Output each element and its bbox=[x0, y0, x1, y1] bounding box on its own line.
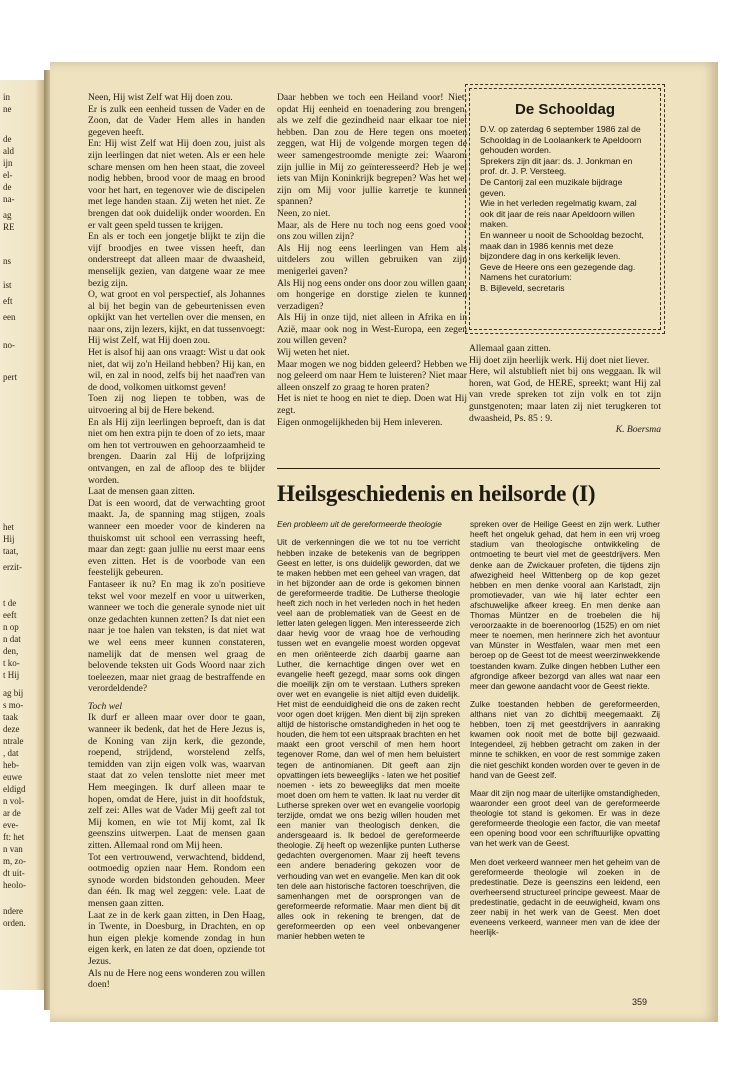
paragraph: En: Hij wist Zelf wat Hij doen zou, juist als zijn leerlingen dat niet weten. Als er een hele schare mensen om hen heen staat, die zoveel nodig hebben, brood voor de maag en brood voor het hart, en tegenover wie de discipelen met lege handen staan. Zij weten het niet. Ze brengen dat ook duidelijk onder woorden. En er valt geen speld tussen te krijgen. bbox=[88, 138, 265, 231]
paragraph: Als Hij nog eens onder ons door zou willen gaan, om hongerige en dorstige zielen te kunnen verzadigen? bbox=[277, 277, 467, 312]
subheading: Toch wel bbox=[88, 700, 123, 712]
announcement-line: De Cantorij zal een muzikale bijdrage geven. bbox=[480, 176, 623, 198]
previous-page-fragment: n van bbox=[3, 844, 23, 854]
previous-page-fragment: taak bbox=[3, 712, 18, 722]
paragraph: Ik durf er alleen maar over door te gaan, wanneer ik bedenk, dat het de Here Jezus is, de Koning van zijn kerk, die gezonde, roepend, strijdend, worstelend zelfs, temidden van zijn eigen volk was, waarvan staat dat zo velen tenslotte niet meer met Hem meegingen. Ik durf alleen maar te hopen, omdat de Here, juist in dit hoofdstuk, zelf zei: Alles wat de Vader Mij geeft zal tot Mij komen, en wie tot Mij komt, zal Ik geenszins uitwerpen. Laat de mensen gaan zitten. Allemaal rond om Mij heen. bbox=[88, 712, 265, 851]
announcement-line: Geve de Heere ons een gezegende dag. bbox=[480, 261, 636, 272]
previous-page-fragment: eft bbox=[3, 296, 13, 306]
previous-page-fragment: ndere bbox=[3, 906, 23, 916]
paragraph: Dat is een woord, dat de verwachting groot maakt. Ja, de spanning mag stijgen, zoals wanneer een moeder voor de kinderen na thuiskomst uit school een verrassing heeft, maar dan zegt: gaan jullie nu eerst maar eens even zitten. Het is de voorbode van een feestelijk gebeuren. bbox=[88, 497, 265, 579]
previous-page-fragment: heb- bbox=[3, 760, 19, 770]
previous-page-fragment: n op bbox=[3, 622, 19, 632]
announcement-body bbox=[470, 124, 660, 294]
article-kicker: Een probleem uit de gereformeerde theologie bbox=[277, 520, 442, 530]
sermon-column-2 bbox=[277, 92, 467, 428]
previous-page-fragment: pert bbox=[3, 372, 17, 382]
previous-page-fragment: in bbox=[3, 92, 11, 102]
previous-page-fragment: deze bbox=[3, 724, 20, 734]
article-title: Heilsgeschiedenis en heilsorde (I) bbox=[277, 481, 596, 506]
announcement-line: Wie in het verleden regelmatig kwam, zal ook dit jaar de reis naar Apeldoorn willen maken. bbox=[480, 198, 637, 230]
previous-page-fragment: ist bbox=[3, 280, 12, 290]
paragraph: O, wat groot en vol perspectief, als Johannes al bij het begin van de gebeurtenissen even opkijkt van het vertellen over die mensen, en naar ons, zijn lezers, kijkt, en dat tussenvoegt: Hij wist Zelf, wat Hij doen zou. bbox=[88, 289, 265, 347]
previous-page-fragment: t ko- bbox=[3, 658, 20, 668]
previous-page-fragment: m, zo- bbox=[3, 856, 26, 866]
previous-page-fragment: t de bbox=[3, 598, 17, 608]
previous-page-fragment: ne bbox=[3, 104, 12, 114]
previous-page-fragment: ag bbox=[3, 210, 12, 220]
previous-page-fragment: dt uit- bbox=[3, 868, 25, 878]
previous-page-fragment: RE bbox=[3, 222, 15, 232]
page-number: 359 bbox=[632, 997, 648, 1007]
previous-page-fragment: na- bbox=[3, 194, 15, 204]
paragraph: Tot een vertrouwend, verwachtend, biddend, ootmoedig opzien naar Hem. Rondom een synode worden bidstonden gehouden. Meer dan één. Ik mag wel zeggen: vele. Laat de mensen gaan zitten. bbox=[88, 851, 265, 909]
previous-page-fragment: ns bbox=[3, 256, 12, 266]
paragraph: Laat de mensen gaan zitten. bbox=[88, 486, 195, 498]
paragraph: Hij doet zijn heerlijk werk. Hij doet niet liever. bbox=[469, 354, 650, 366]
schooldag-announcement-box bbox=[469, 88, 661, 330]
paragraph: Laat ze in de kerk gaan zitten, in Den Haag, in Twente, in Doesburg, in Drachten, en op hun eigen plekje komende zondag in hun eigen kerk, en laten ze dat doen, opziende tot Jezus. bbox=[88, 909, 265, 967]
previous-page-fragment: eve- bbox=[3, 820, 19, 830]
previous-page-fragment: n dat bbox=[3, 634, 21, 644]
paragraph: Maar dit zijn nog maar de uiterlijke omstandigheden, waaronder een groot deel van de gereformeerde theologie tot stand is gekomen. Er was in deze gereformeerde theologie een factor, die van meetaf een opening bood voor een schriftuurlijke opvatting van het werk van de Geest. bbox=[470, 788, 660, 849]
previous-page-fragment: eeft bbox=[3, 610, 17, 620]
previous-page-fragment: ald bbox=[3, 146, 14, 156]
previous-page-fragment: erzit- bbox=[3, 562, 22, 572]
paragraph: Als Hij in onze tijd, niet alleen in Afrika en in Azië, maar ook nog in West-Europa, een zegen zou willen geven? bbox=[277, 312, 467, 347]
paragraph: Het is niet te hoog en niet te diep. Doen wat Hij zegt. bbox=[277, 393, 467, 417]
paragraph: Als nu de Here nog eens wonderen zou willen doen! bbox=[88, 967, 265, 991]
previous-page-fragment: euwe bbox=[3, 772, 22, 782]
author-signature: K. Boersma bbox=[615, 424, 661, 436]
previous-page-fragment: taat, bbox=[3, 546, 19, 556]
previous-page-fragment: , dat bbox=[3, 748, 19, 758]
announcement-line: Namens het curatorium: bbox=[480, 272, 572, 283]
previous-page-fragment: Hij bbox=[3, 534, 15, 544]
previous-page-fragment: el- bbox=[3, 170, 13, 180]
announcement-line: D.V. op zaterdag 6 september 1986 zal de Schooldag in de Loolaankerk te Apeldoorn gehouden worden. bbox=[480, 124, 642, 156]
paragraph: En als er toch een jongetje blijkt te zijn die vijf broodjes en twee vissen heeft, dan onderstreept dat alleen maar de dwaasheid, menselijk gezien, van datgene waar ze mee bezig zijn. bbox=[88, 231, 265, 289]
previous-page-fragment: het bbox=[3, 522, 14, 532]
sermon-column-1 bbox=[88, 92, 265, 991]
paragraph: spreken over de Heilige Geest en zijn werk. Luther heeft het ongeluk gehad, dat hem in een vrij vroeg stadium van theologische ontwikkeling de ontmoeting te beurt viel met de geestdrijvers. Men denke aan de Zwickauer profeten, die tijdens zijn afwezigheid heel Wittenberg op de kop gezet hebben en men denke vooral aan Karlstadt, zijn promotievader, van wie hij later echter een afschuwelijke afkeer kreeg. En men denke aan Thomas Müntzer en de troebelen die hij veroorzaakte in de boerenoorlog (1525) en om niet meer te noemen, men herinnere zich het avontuur van Münster in Westfalen, waar men met een beroep op de Geest tot de meest weerzinwekkende toestanden kwam. Zulke dingen hebben Luther een afgrondige afkeer bezorgd van alles wat naar een meer dan gewone aandacht voor de Geest riekte. bbox=[470, 520, 660, 691]
paragraph: Zulke toestanden hebben de gereformeerden, althans niet van zo dichtbij meegemaakt. Zij hebben, toen zij met geestdrijvers in aanraking kwamen ook nooit met de botte bijl gezwaaid. Integendeel, zij hebben getracht om zaken in der minne te schikken, en voor de rest sommige zaken die niet geschikt konden worden over te geven in de hand van de Geest zelf. bbox=[470, 699, 660, 780]
paragraph: Maar, als de Here nu toch nog eens goed voor ons zou willen zijn? bbox=[277, 219, 467, 243]
paragraph: Neen, Hij wist Zelf wat Hij doen zou. bbox=[88, 92, 233, 103]
previous-page-fragment: de bbox=[3, 182, 12, 192]
sermon-column-3 bbox=[469, 343, 661, 436]
article-column-2 bbox=[470, 512, 660, 947]
paragraph: Er is zulk een eenheid tussen de Vader en de Zoon, dat de Vader Hem alles in handen gegeven heeft. bbox=[88, 103, 265, 138]
announcement-line: Sprekers zijn dit jaar: ds. J. Jonkman en prof. dr. J. P. Versteeg. bbox=[480, 155, 633, 177]
previous-page-fragment: de bbox=[3, 134, 12, 144]
paragraph: Maar mogen we nog bidden geleerd? Hebben we nog geleerd om naar Hem te luisteren? Niet maar alleen onszelf zo graag te horen praten? bbox=[277, 358, 467, 393]
previous-page-fragment: ntrale bbox=[3, 736, 24, 746]
announcement-line: En wanneer u nooit de Schooldag bezocht, maak dan in 1986 kennis met deze bijzondere dag in ons kerkelijk leven. bbox=[480, 229, 644, 262]
paragraph: Eigen onmogelijkheden bij Hem inleveren. bbox=[277, 416, 443, 428]
previous-page-fragment: een bbox=[3, 312, 16, 322]
previous-page-fragment: den, bbox=[3, 646, 19, 656]
paragraph: Here, wil alstublieft niet bij ons weggaan. Ik wil horen, wat God, de HERE, spreekt; want Hij zal van vrede spreken tot zijn volk en tot zijn gunstgenoten; maar laten zij niet terugkeren tot dwaasheid, Ps. 85 : 9. bbox=[469, 366, 661, 424]
previous-page-fragment: ag bij bbox=[3, 688, 24, 698]
paragraph: Men doet verkeerd wanneer men het geheim van de gereformeerde theologie wil zoeken in de predestinatie. Deze is geenszins een leidend, een overheersend structureel principe geweest. Maar de predestinatie, gedacht in de eeuwigheid, kwam ons zeer nabij in het werk van de Geest. Men doet eveneens verkeerd, wanneer men van de idee der heerlijk- bbox=[470, 857, 660, 938]
paragraph: Allemaal gaan zitten. bbox=[469, 343, 551, 354]
previous-page-fragment: ft: het bbox=[3, 832, 25, 842]
article-column-1 bbox=[277, 512, 460, 950]
previous-page-fragment: s mo- bbox=[3, 700, 24, 710]
announcement-title: De Schooldag bbox=[514, 101, 615, 118]
previous-page-fragment: eldigd bbox=[3, 784, 26, 794]
previous-page-fragment: ar de bbox=[3, 808, 21, 818]
paragraph: Als Hij nog eens leerlingen van Hem als uitdelers zou willen gebruiken van zijn menigerlei gaven? bbox=[277, 242, 467, 277]
paragraph: Wij weten het niet. bbox=[277, 347, 350, 359]
paragraph: Fantaseer ik nu? En mag ik zo'n positieve tekst wel voor mezelf en voor u uitwerken, wanneer we toch die generale synode niet uit onze gedachten kunnen zetten? Is dat niet een naar je toe halen van teksten, is dat niet wat we wel eens meer kunnen constateren, namelijk dat de mensen wel graag de belovende teksten uit Gods Woord naar zich toeleezen, maar niet graag de bestraffende en verordeldende? bbox=[88, 578, 265, 695]
paragraph: Neen, zo niet. bbox=[277, 207, 331, 219]
previous-page-fragment: heolo- bbox=[3, 880, 26, 890]
previous-page-fragment: no- bbox=[3, 340, 15, 350]
paragraph: Het is alsof hij aan ons vraagt: Wist u dat ook niet, dat wij zo'n Heiland hebben? Hij kan, en wil, en zal in nood, zelfs bij het naad'ren van de dood, volkomen uitkomst geven! bbox=[88, 347, 265, 393]
paragraph: En als Hij zijn leerlingen beproeft, dan is dat niet om hen extra pijn te doen of zo iets, maar om hen tot vertrouwen en gehoorzaamheid te brengen. Daarin zal Hij de lofprijzing ontvangen, en zal de afloop des te blijder worden. bbox=[88, 416, 265, 486]
previous-page-fragment: orden. bbox=[3, 918, 26, 928]
previous-page-fragment: ijn bbox=[3, 158, 13, 168]
paragraph: Daar hebben we toch een Heiland voor! Niet, opdat Hij eenheid en toenadering zou brengen, als we zelf die gezindheid naar elkaar toe niet hebben. Dan zou de Here tegen ons moeten zeggen, wat Hij de volgende morgen tegen de weer samengestroomde menigte zei: Waarom zijn jullie in Mij zo geïnteresseerd? Heb je wel iets van Mijn Koninkrijk begrepen? Was het wel zijn om Mij voor jullie karretje te kunnen spannen? bbox=[277, 92, 467, 208]
paragraph: Toen zij nog liepen te tobben, was de uitvoering al bij de Here bekend. bbox=[88, 393, 265, 417]
previous-page-fragment: t Hij bbox=[3, 670, 20, 680]
paragraph: Uit de verkenningen die we tot nu toe verricht hebben inzake de betekenis van de begrippen Geest en letter, is ons duidelijk geworden, dat we te maken hebben met een geheel van vragen, dat in het bijzonder aan de orde is gekomen binnen de gereformeerde traditie. De Lutherse theologie heeft zich noch in het verleden noch in het heden veel aan de problematiek van de Geest en de letter laten gelegen liggen. Men interesseerde zich daar hevig voor de vraag hoe de verhouding tussen wet en evangelie moest worden opgevat en men oriënteerde zich daarbij gaarne aan Luther, die kernachtige dingen over wet en evangelie heeft gezegd, maar soms ook dingen die moeilijk zijn om te verstaan. Luthers spreken over wet en evangelie is niet altijd even duidelijk. Het mist de eenduidigheid die ons de zaken recht voor ogen doet krijgen. Men dient bij zijn spreken altijd de historische omstandigheden in het oog te houden, die hem tot een uitspraak brachten en het maakt een groot verschil of men hem hoort tegenover Rome, dan wel of men hem beluistert tegen de antinomianen. Dit geeft aan zijn opvattingen iets beweeglijks - laten we het positief noemen - iets zo beweeglijks dat men moeite moet doen om hem te vatten. Ik laat nu verder dit Lutherse spreken over wet en evangelie voorlopig terzijde, omdat we ons bezig willen houden met een manier van theologisch denken, die andersgeaard is. Ik bedoel de gereformeerde theologie. Zij heeft op wezenlijke punten Lutherse gedachten overgenomen. Maar zij heeft tevens een andere benadering gekozen voor de verhouding van wet en evangelie. Men kan dit ook ten dele aan historische factoren toeschrijven, die samenhangen met de oorsprongen van de gereformeerde reformatie. Maar men dient bij dit alles ook in rekening te brengen, dat de gereformeerden op een veel onbevangener manier hebben weten te bbox=[277, 538, 460, 942]
article-divider bbox=[277, 468, 660, 469]
announcement-line: B. Bijleveld, secretaris bbox=[480, 282, 565, 293]
previous-page-fragment: n vol- bbox=[3, 796, 25, 806]
